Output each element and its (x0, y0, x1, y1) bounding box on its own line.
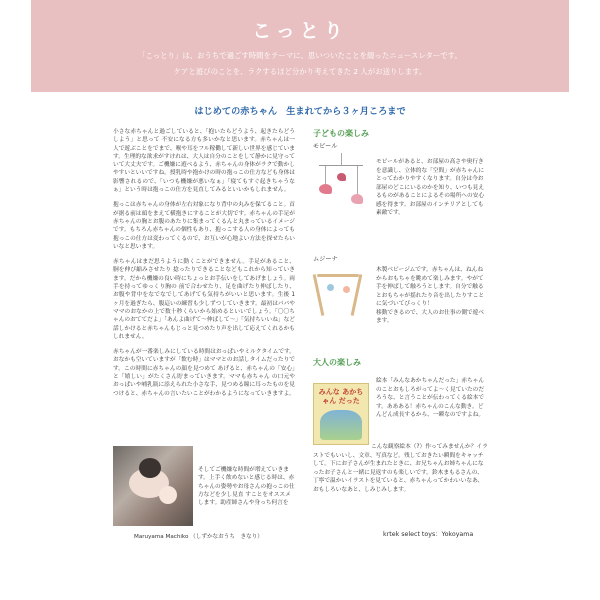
butterfly-icon (337, 173, 346, 181)
intro-line-1: 「こっとり」は、おうちで過ごす時間をテーマに、思いついたことを綴ったニュースレターです。 (138, 51, 462, 60)
gym-leg (351, 274, 363, 316)
gym-toy-icon (343, 286, 350, 293)
butterfly-icon (351, 194, 363, 204)
gym-top-bar (317, 274, 359, 277)
credit-line: krtek select toys：Yokoyama (383, 531, 474, 538)
gym-label: ムジーナ (313, 256, 338, 263)
photo-side-text: そしてご機嫌な時間が増えていきます。上手く飲めないと感じる時は、赤ちゃんの姿勢やお母さんの抱っこの仕方などを少し見直 すことをオススメします。助産師さんや身っち何言を (198, 467, 295, 507)
book-cover-illustration (320, 410, 362, 440)
gym-leg (313, 274, 325, 316)
main-article (113, 128, 295, 405)
adult-heading: 大人の楽しみ (313, 358, 361, 367)
article-paragraph-3: 赤ちゃんはまだ思うように動くことができません。手足があること、胴を伸び縮みさせたり 捻ったりできることなどもこれから知っていきます。だから機嫌の良い時にちょっとお手伝いをしてあげましょう。両手を持ってゆっくり胸の 前で合わせたり、足を曲げたり伸ばしたり、お腹や背中をなでなでしてあげても気持ちがいいと思います。生後 1 ヶ月を過ぎたら、腹這いの練習も少しずつしていきます。最初はパパやママのおなかの上で数十秒くらいから始めるといいでしょう。「〇〇ちゃんのおててだよ」「あんよ曲げて〜伸ばして〜」「気持ちいいね」など話しかけると赤ちゃんもじっと見つめたり声を出して応えてくれるかもしれません。 (113, 259, 295, 340)
section-title: はじめての赤ちゃん 生まれてから３ヶ月ころまで (194, 106, 406, 117)
butterfly-icon (319, 184, 332, 194)
baby-gym-illustration (313, 268, 363, 323)
newsletter-title: こっとり (252, 20, 348, 42)
article-paragraph-2: 抱っこは赤ちゃんの身体が左右対象になり背中の丸みを保てること。首が据る前は頭をまえて横抱きにすることが大切です。赤ちゃんの手足が赤ちゃんの胸とお腹のあたりに集まってくるんと丸まっているイメージです。もちろん赤ちゃんの個性もあり、抱っこする人の身体によっても抱っこの仕方は変わってくるので、お互いが心地よい方法を探せたらいいなと思います。 (113, 202, 295, 250)
picture-book-cover (313, 383, 369, 445)
kids-heading: 子どもの楽しみ (313, 129, 369, 138)
gym-description: 木製ベビージムです。赤ちゃんは、ねんねからおもちゃを眺めて楽しみます。やがて手を伸ばして触ろうとします。自分で触るとおもちゃが揺れたり音を出したりすことに気づいてびっくり！ 移動できるので、大人のお仕事の側で遊べます。 (376, 267, 485, 324)
baby-head-shape (139, 458, 161, 478)
newsletter-header (31, 0, 569, 92)
photo-caption: Maruyama Machiko （しずかなおうち きなり） (134, 534, 263, 540)
article-paragraph-4: 赤ちゃんが一番楽しみにしている時間はおっぱいやミルクタイムです。おなかも空いていますが「飲む時」はママとのお話しタイムだったりです。この時間に赤ちゃんの顔を見つめて あげると、赤ちゃんの「安心」と「嬉しい」がたくさん貯まっていきます。ママも赤ちゃん の口元やおっぱいや哺乳瓶に添えられた小さな手、見つめる瞳に耳ったものを見つけると、赤ちゃんの言いたいことがわかるようになっていきますよ。 (113, 349, 295, 397)
hand-shape (159, 486, 177, 504)
baby-photo (113, 446, 193, 526)
book-description: 絵本「みんなあかちゃんだった」赤ちゃんのことおもしろがってよ〜く見ていたのだろうな、と言うことが伝わってくる絵本です。ああある！赤ちゃんのこんな動き。どんどん成長するから、一瞬なのですよね。 (376, 378, 485, 418)
mobile-label: モビール (313, 143, 338, 150)
mobile-illustration (313, 153, 368, 223)
mobile-string (357, 166, 358, 194)
mobile-string (341, 153, 342, 166)
book-cover-title: みんな あかちゃん だった (318, 388, 364, 405)
mobile-string (325, 166, 326, 184)
intro-line-2: ケアと遊びのことを、ラクするほど分かり考えてきた 2 人がお送りします。 (173, 67, 427, 76)
article-paragraph-1: 小さな赤ちゃんと過ごしていると、「抱いたらどうよう、起きたらどうしよう」と思って 不安になる方も多いかなと思います。赤ちゃんは一人で遊ぶことをでまで、喉や耳をフル稼働して新しい世界を感じています。生理的な欲求がすけれは、大人は自分のことをして静かに見守っていて大丈夫です。ご機嫌に遊べるよう、赤ちゃんの身体がラクで動かしやすいといいですね。授乳時や抱かけの時の抱っこの仕方なども身体は影響されるので、「いつも機嫌が悪いなぁ」「寝てもすぐ起きちゃうなぁ」という時は抱っこの仕方を見直してみるといいかもしれません。 (113, 129, 295, 194)
gym-toy-icon (327, 284, 334, 291)
mobile-description: モビールがあると、お部屋の高さや奥行きを意識し、立体的な「空間」が赤ちゃんにとってわかりやすくなります。自分は今お部屋のどこにいるのかを知り、いつも見えるものがあることによるその場所への安心感を得ます。お部屋のインテリアとしても素敵です。 (376, 159, 485, 216)
book-suggestion: こんな観察絵本（?）作ってみませんか？イラストでもいいし、文章、写真など。残しておきたい瞬間をキャッチして。下にお子さんが生まれたときに、お兄ちゃんお姉ちゃんになったお子さんと一緒に見返すのも楽しいです。鈴木まもるさんの、丁寧で温かいイラストを見ていると、赤ちゃんってかわいいなあ、おもしろいなあと、しみじみします。 (313, 444, 488, 493)
